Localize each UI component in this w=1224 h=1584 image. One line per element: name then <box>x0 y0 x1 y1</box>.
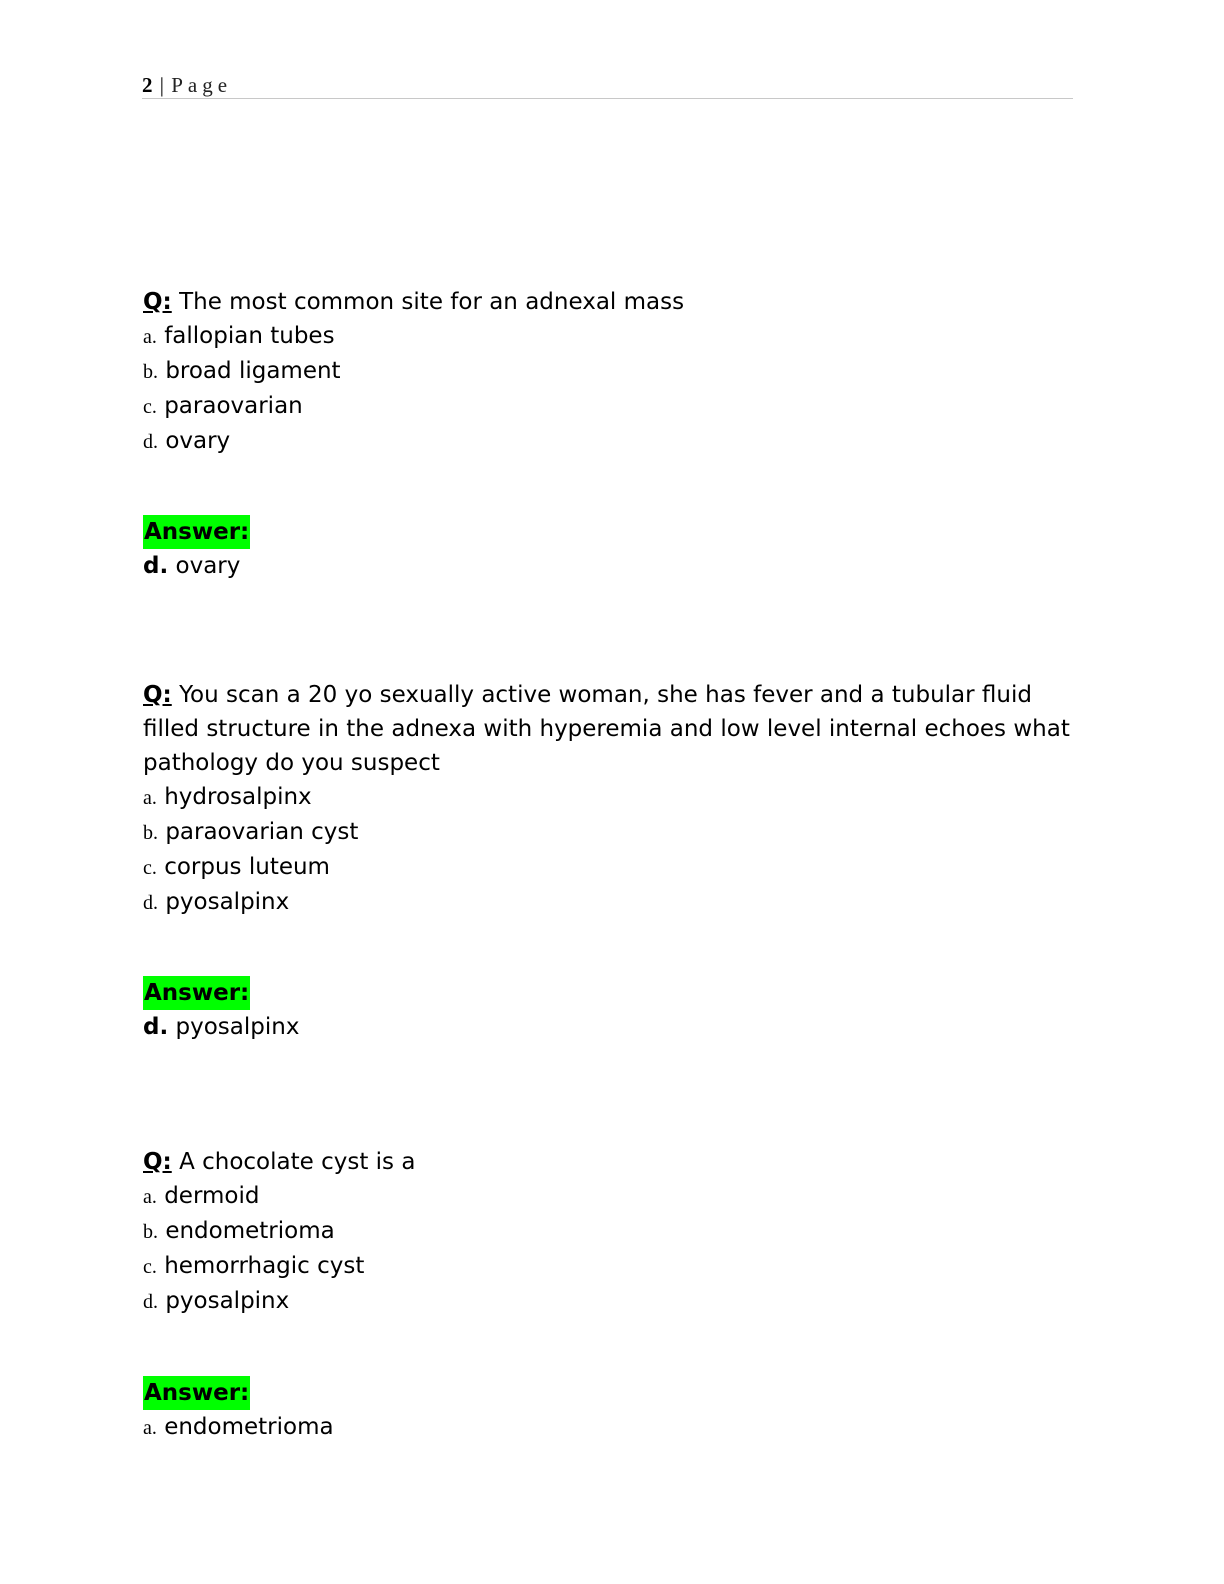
question-body: You scan a 20 yo sexually active woman, she has fever and a tubular fluid filled structure in the adnexa with hyperemia and low level internal echoes what pathology do you suspect <box>143 682 1070 776</box>
answer-label: Answer: <box>143 976 250 1010</box>
option-letter: c. <box>143 396 157 418</box>
option-text: endometrioma <box>165 1218 335 1244</box>
answer-text: endometrioma <box>164 1414 334 1440</box>
option-letter: a. <box>143 787 157 809</box>
question-prefix: Q: <box>143 289 172 315</box>
option-letter: a. <box>143 1186 157 1208</box>
question-1 <box>143 285 1073 459</box>
option-c <box>143 1249 1073 1284</box>
question-2 <box>143 678 1073 920</box>
option-letter: b. <box>143 1221 158 1243</box>
option-text: fallopian tubes <box>164 323 335 349</box>
option-letter: d. <box>143 892 158 914</box>
answer-2 <box>143 976 1073 1044</box>
answer-3 <box>143 1376 1073 1445</box>
question-prefix: Q: <box>143 1149 172 1175</box>
option-c <box>143 389 1073 424</box>
answer-value <box>143 1010 1073 1044</box>
option-text: corpus luteum <box>164 854 330 880</box>
option-text: paraovarian cyst <box>165 819 359 845</box>
option-b <box>143 815 1073 850</box>
option-letter: b. <box>143 361 158 383</box>
option-letter: c. <box>143 1256 157 1278</box>
option-letter: a. <box>143 326 157 348</box>
answer-label: Answer: <box>143 1376 250 1410</box>
option-letter: b. <box>143 822 158 844</box>
option-text: pyosalpinx <box>165 1288 290 1314</box>
question-text <box>143 285 1073 319</box>
answer-label: Answer: <box>143 515 250 549</box>
question-text <box>143 678 1073 780</box>
answer-1 <box>143 515 1073 583</box>
answer-value <box>143 549 1073 583</box>
option-a <box>143 1179 1073 1214</box>
option-text: ovary <box>165 428 231 454</box>
option-letter: c. <box>143 857 157 879</box>
answer-letter: d. <box>143 1014 169 1040</box>
question-prefix: Q: <box>143 682 172 708</box>
page-number: 2 <box>142 73 153 97</box>
answer-text: ovary <box>175 553 241 579</box>
header-divider <box>142 98 1073 99</box>
option-d <box>143 1284 1073 1319</box>
question-text <box>143 1145 1073 1179</box>
option-letter: d. <box>143 431 158 453</box>
answer-letter: d. <box>143 553 169 579</box>
option-text: hemorrhagic cyst <box>164 1253 365 1279</box>
question-3 <box>143 1145 1073 1319</box>
option-text: dermoid <box>164 1183 260 1209</box>
option-text: paraovarian <box>164 393 303 419</box>
option-c <box>143 850 1073 885</box>
page-label: Page <box>171 73 233 97</box>
option-b <box>143 1214 1073 1249</box>
answer-value <box>143 1410 1073 1445</box>
option-d <box>143 885 1073 920</box>
page-separator: | <box>159 73 164 97</box>
answer-letter: a. <box>143 1417 157 1439</box>
option-letter: d. <box>143 1291 158 1313</box>
option-b <box>143 354 1073 389</box>
question-body: A chocolate cyst is a <box>179 1149 416 1175</box>
option-a <box>143 780 1073 815</box>
option-a <box>143 319 1073 354</box>
option-text: broad ligament <box>165 358 341 384</box>
question-body: The most common site for an adnexal mass <box>179 289 685 315</box>
option-text: hydrosalpinx <box>164 784 312 810</box>
option-text: pyosalpinx <box>165 889 290 915</box>
option-d <box>143 424 1073 459</box>
answer-text: pyosalpinx <box>175 1014 300 1040</box>
page-header <box>142 72 1073 98</box>
